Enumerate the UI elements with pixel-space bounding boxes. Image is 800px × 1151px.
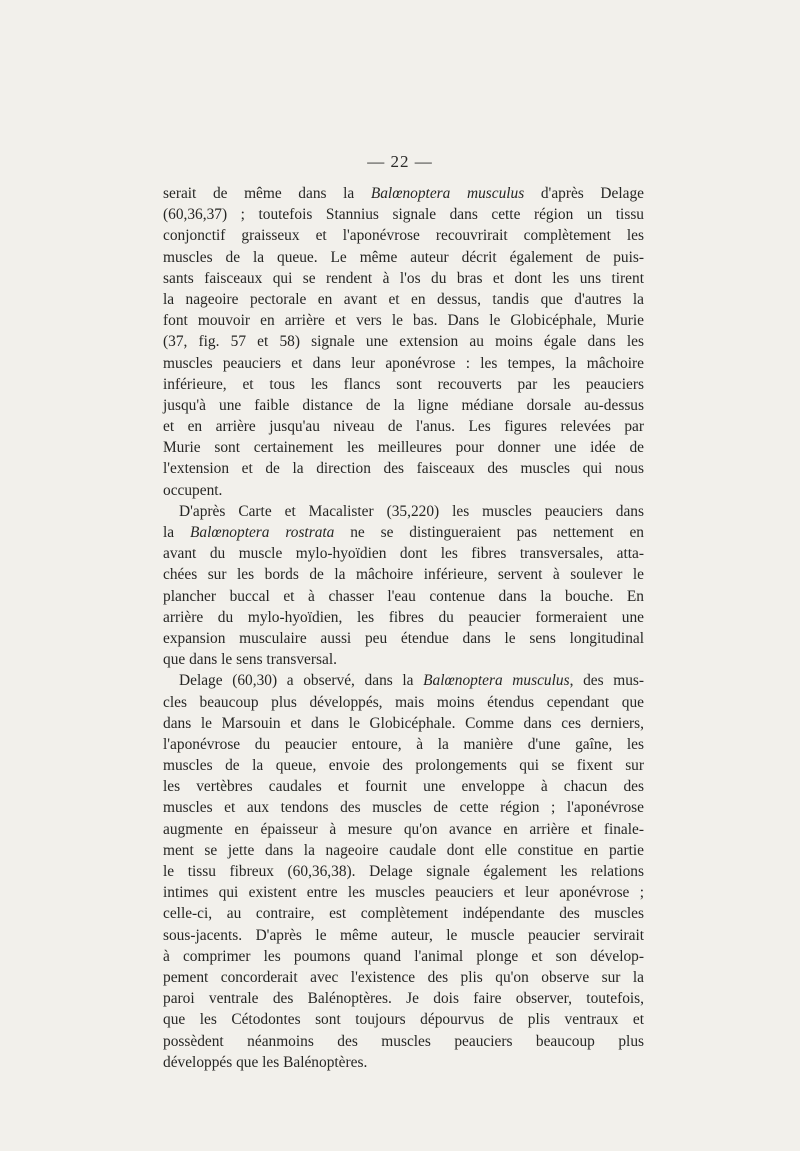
text-line xyxy=(163,416,644,437)
text-line xyxy=(163,649,644,670)
text-segment: Murie sont certainement les meilleures pour donner une idée de xyxy=(163,439,644,457)
species-name: Balœnoptera rostrata xyxy=(189,524,335,541)
text-line xyxy=(163,819,644,840)
text-line xyxy=(163,670,644,691)
text-line xyxy=(163,776,644,797)
text-segment: muscles et aux tendons des muscles de cette région ; l'aponévrose xyxy=(163,799,644,817)
text-segment: muscles de la queue. Le même auteur décrit également de puis- xyxy=(163,248,644,266)
species-name: Balœnoptera musculus xyxy=(423,672,570,690)
text-segment: muscles de la queue, envoie des prolongements qui se fixent sur xyxy=(163,757,644,775)
text-line xyxy=(163,946,644,967)
text-line xyxy=(163,1009,644,1030)
text-segment: sants faisceaux qui se rendent à l'os du bras et dont les uns tirent xyxy=(163,269,644,287)
text-segment: occupent. xyxy=(163,481,223,499)
text-segment: l'aponévrose du peaucier entoure, à la manière d'une gaîne, les xyxy=(163,735,644,753)
text-line xyxy=(163,437,644,458)
text-line xyxy=(163,861,644,882)
page-number: — 22 — xyxy=(367,152,433,171)
text-line xyxy=(163,395,644,416)
text-segment: la xyxy=(163,524,190,541)
text-segment: conjonctif graisseux et l'aponévrose recouvrirait complètement les xyxy=(163,227,644,245)
text-line xyxy=(163,755,644,776)
text-line xyxy=(163,967,644,988)
text-segment: cles beaucoup plus développés, mais moins étendus cependant que xyxy=(163,693,644,711)
text-line xyxy=(163,903,644,924)
text-line xyxy=(163,988,644,1009)
text-segment: pement concorderait avec l'existence des plis qu'on observe sur la xyxy=(163,968,644,986)
text-line xyxy=(163,268,644,289)
text-segment: l'extension et de la direction des faisceaux des muscles qui nous xyxy=(163,460,644,478)
text-line xyxy=(163,501,644,522)
text-segment: D'après Carte et Macalister (35,220) les muscles peauciers dans xyxy=(179,502,644,520)
text-segment: (37, fig. 57 et 58) signale une extension au moins égale dans les xyxy=(163,333,644,351)
text-line xyxy=(163,797,644,818)
text-segment: plancher buccal et à chasser l'eau contenue dans la bouche. En xyxy=(163,587,644,605)
text-segment: les vertèbres caudales et fournit une enveloppe à chacun des xyxy=(163,778,644,796)
text-line xyxy=(163,713,644,734)
text-line xyxy=(163,586,644,607)
text-segment: serait de même dans la xyxy=(163,185,371,202)
text-segment: intimes qui existent entre les muscles peauciers et leur aponévrose ; xyxy=(163,884,644,902)
text-segment: chées sur les bords de la mâchoire inférieure, servent à soulever le xyxy=(163,566,644,584)
text-line xyxy=(163,480,644,501)
text-segment: expansion musculaire aussi peu étendue dans le sens longitudinal xyxy=(163,629,644,647)
text-segment: (60,36,37) ; toutefois Stannius signale dans cette région un tissu xyxy=(163,206,644,224)
text-segment: paroi ventrale des Balénoptères. Je dois faire observer, toutefois, xyxy=(163,990,644,1008)
text-line xyxy=(163,1052,644,1073)
text-segment: inférieure, et tous les flancs sont recouverts par les peauciers xyxy=(163,375,644,393)
text-segment: , des mus- xyxy=(569,672,645,690)
text-segment: et en arrière jusqu'au niveau de l'anus. Les figures relevées par xyxy=(163,418,644,436)
text-segment: que dans le sens transversal. xyxy=(163,651,337,669)
text-segment: Delage (60,30) a observé, dans la xyxy=(179,672,424,690)
paragraph xyxy=(163,670,644,1073)
text-segment: ment se jette dans la nageoire caudale dont elle constitue en partie xyxy=(163,841,644,859)
text-segment: font mouvoir en arrière et vers le bas. Dans le Globicéphale, Murie xyxy=(163,312,644,330)
text-segment: ne se distingueraient pas nettement en xyxy=(334,524,644,541)
text-line xyxy=(163,692,644,713)
species-name: Balœnoptera musculus xyxy=(370,185,525,202)
text-line xyxy=(163,734,644,755)
text-segment: celle-ci, au contraire, est complètement indépendante des muscles xyxy=(163,905,644,923)
text-segment: sous-jacents. D'après le même auteur, le muscle peaucier servirait xyxy=(163,926,644,944)
text-line xyxy=(163,374,644,395)
text-segment: à comprimer les poumons quand l'animal plonge et son dévelop- xyxy=(163,947,644,965)
text-line xyxy=(163,564,644,585)
text-segment: muscles peauciers et dans leur aponévrose : les tempes, la mâchoire xyxy=(163,354,644,372)
text-line xyxy=(163,1031,644,1052)
text-line xyxy=(163,522,644,543)
text-segment: développés que les Balénoptères. xyxy=(163,1053,368,1071)
text-line xyxy=(163,310,644,331)
text-line xyxy=(163,840,644,861)
text-line xyxy=(163,607,644,628)
text-segment: avant du muscle mylo-hyoïdien dont les fibres transversales, atta- xyxy=(163,545,644,563)
text-line xyxy=(163,353,644,374)
text-segment: dans le Marsouin et dans le Globicéphale. Comme dans ces derniers, xyxy=(163,714,644,732)
text-line xyxy=(163,204,644,225)
text-segment: possèdent néanmoins des muscles peauciers beaucoup plus xyxy=(163,1032,644,1050)
text-line xyxy=(163,458,644,479)
text-line xyxy=(163,882,644,903)
text-segment: d'après Delage xyxy=(524,185,644,202)
text-line xyxy=(163,289,644,310)
text-line xyxy=(163,925,644,946)
text-segment: jusqu'à une faible distance de la ligne médiane dorsale au-dessus xyxy=(163,396,644,414)
paragraph xyxy=(163,501,644,671)
paragraph xyxy=(163,183,644,501)
text-line xyxy=(163,247,644,268)
text-line xyxy=(163,331,644,352)
text-line xyxy=(163,183,644,204)
text-segment: la nageoire pectorale en avant et en dessus, tandis que d'autres la xyxy=(163,290,644,308)
text-line xyxy=(163,543,644,564)
text-segment: augmente en épaisseur à mesure qu'on avance en arrière et finale- xyxy=(163,820,644,838)
text-segment: que les Cétodontes sont toujours dépourvus de plis ventraux et xyxy=(163,1011,644,1029)
body-text xyxy=(163,183,644,1073)
text-line xyxy=(163,628,644,649)
text-segment: arrière du mylo-hyoïdien, les fibres du peaucier formeraient une xyxy=(163,608,644,626)
text-segment: le tissu fibreux (60,36,38). Delage signale également les relations xyxy=(163,863,644,880)
text-line xyxy=(163,225,644,246)
